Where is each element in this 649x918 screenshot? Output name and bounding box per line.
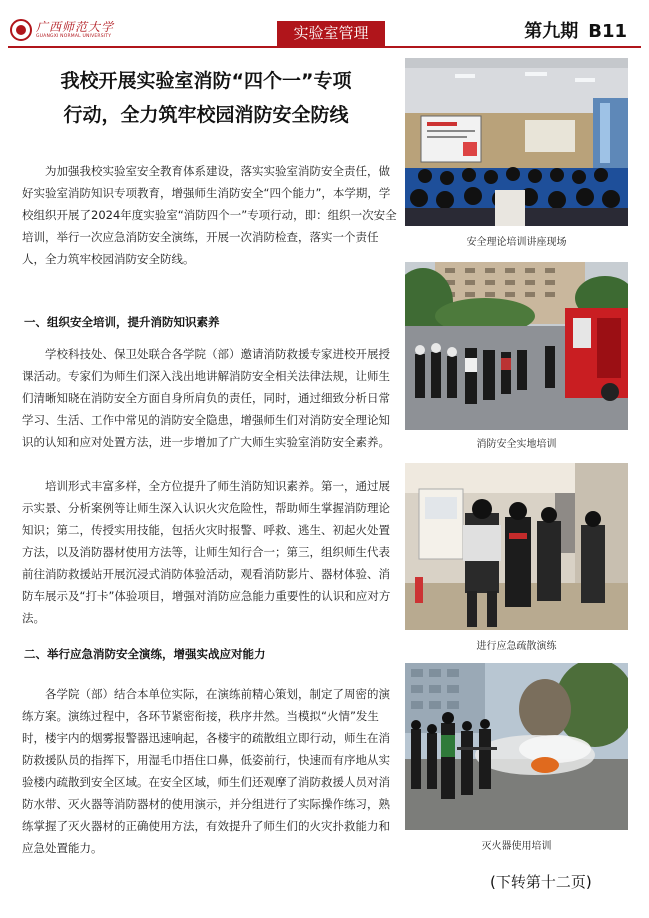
logo-english-name: GUANGXI NORMAL UNIVERSITY [36, 34, 112, 39]
logo-chinese-name: 广西师范大学 [36, 20, 115, 34]
issue-info [524, 18, 627, 46]
photo-field-training [405, 262, 628, 430]
article-title [20, 64, 392, 132]
section-2-heading: 二、举行应急消防安全演练，增强实战应对能力 [24, 647, 266, 661]
university-logo [10, 18, 114, 42]
page-number: B11 [588, 21, 627, 42]
header-divider [8, 46, 641, 48]
section-label: 实验室管理 [277, 21, 385, 46]
section-2-paragraph-1: 各学院（部）结合本单位实际，在演练前精心策划，制定了周密的演练方案。演练过程中，各环节紧密衔接，秩序井然。当模拟“火情”发生时，楼宇内的烟雾报警器迅速响起，各楼宇的疏散组立即行动，师生在消防救援队员的指挥下，用湿毛巾捂住口鼻，低姿前行，快速而有序地从实验楼内疏散到安全区域。在安全区域，师生们还观摩了消防救援人员对消防水带、灭火器等消防器材的使用演示，并分组进行了实际操作练习，熟练掌握了灭火器材的正确使用方法，有效提升了师生们的火灾扑救能力和应急处置能力。 [22, 687, 390, 855]
photo-3-caption: 进行应急疏散演练 [476, 641, 557, 652]
title-line-2: 行动，全力筑牢校园消防安全防线 [63, 104, 349, 126]
photo-4-caption: 灭火器使用培训 [481, 841, 552, 852]
section-1-paragraph-2: 培训形式丰富多样，全方位提升了师生消防知识素养。第一，通过展示实景、分析案例等让师生深入认识火灾危险性，帮助师生掌握消防理论知识；第二，传授实用技能，包括火灾时报警、呼救、逃生、初起火处置方法，以及消防器材使用方法等，让师生知行合一；第三，组织师生代表前往消防救援站开展沉浸式消防体验活动，观看消防影片、器材体验、消防车展示及“打卡”体验项目，增强对消防应急能力重要性的认识和应对方法。 [22, 479, 391, 625]
intro-paragraph: 为加强我校实验室安全教育体系建设，落实实验室消防安全责任，做好实验室消防知识专项教育，增强师生消防安全“四个能力”，本学期，学校组织开展了2024年度实验室“消防四个一”专项行动，即：组织一次安全培训，举行一次应急消防安全演练，开展一次消防检查，落实一个责任人，全力筑牢校园消防安全防线。 [22, 164, 397, 266]
photo-extinguisher-training [405, 663, 628, 830]
section-1-paragraph-1: 学校科技处、保卫处联合各学院（部）邀请消防救援专家进校开展授课活动。专家们为师生们深入浅出地讲解消防安全相关法律法规，让师生们清晰知晓在消防安全方面自身所肩负的责任，同时，通过细致分析日常学习、生活、工作中常见的消防安全隐患，增强师生们对消防安全理论知识的认知和应对处置方法，进一步增加了广大师生实验室消防安全素养。 [22, 347, 390, 449]
photo-1-caption: 安全理论培训讲座现场 [466, 237, 567, 248]
photo-2-caption: 消防安全实地培训 [476, 439, 557, 450]
section-1-heading: 一、组织安全培训，提升消防知识素养 [24, 315, 220, 329]
photo-lecture-hall [405, 58, 628, 226]
issue-number: 第九期 [524, 21, 579, 42]
title-line-1: 我校开展实验室消防“四个一”专项 [60, 70, 352, 92]
page-header [0, 0, 649, 52]
continued-note: (下转第十二页) [490, 873, 592, 891]
university-seal-icon [10, 19, 32, 41]
photo-evacuation-drill [405, 463, 628, 630]
